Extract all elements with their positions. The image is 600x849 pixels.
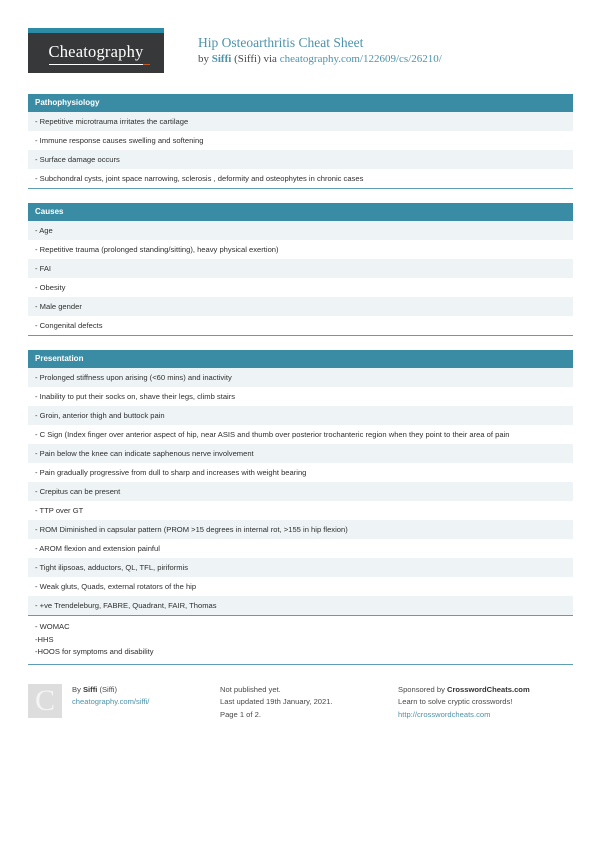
table-row: - Male gender bbox=[28, 297, 573, 316]
table-row: - Congenital defects bbox=[28, 316, 573, 335]
table-row: - Weak gluts, Quads, external rotators of the hip bbox=[28, 577, 573, 596]
byline-prefix: by bbox=[198, 53, 212, 65]
footer-sponsor-name[interactable]: CrosswordCheats.com bbox=[446, 684, 530, 694]
cheatography-logo[interactable] bbox=[28, 28, 164, 73]
byline-via: via bbox=[260, 53, 280, 65]
logo-text: Cheatography bbox=[49, 42, 144, 64]
table-row: - Prolonged stiffness upon arising (<60 mins) and inactivity bbox=[28, 368, 573, 387]
footer-sponsor-link[interactable]: http://crosswordcheats.com bbox=[398, 709, 491, 719]
section-causes bbox=[28, 203, 573, 336]
footer-sponsor-tagline: Learn to solve cryptic crosswords! bbox=[398, 697, 513, 706]
logo-box bbox=[28, 33, 164, 73]
section-pathophysiology bbox=[28, 94, 573, 189]
table-row-line: -HOOS for symptoms and disability bbox=[35, 647, 154, 656]
table-row: - Repetitive trauma (prolonged standing/sitting), heavy physical exertion) bbox=[28, 240, 573, 259]
footer-published-status: Not published yet. bbox=[220, 684, 281, 694]
footer-sponsor-line bbox=[398, 684, 573, 697]
section-title: Pathophysiology bbox=[28, 94, 573, 112]
table-row: - Surface damage occurs bbox=[28, 150, 573, 169]
table-row: - Pain gradually progressive from dull to sharp and increases with weight bearing bbox=[28, 463, 573, 482]
table-row-line: - WOMAC bbox=[35, 622, 70, 631]
footer-author-paren: (Siffi) bbox=[97, 684, 118, 694]
table-row: - Inability to put their socks on, shave their legs, climb stairs bbox=[28, 387, 573, 406]
footer-author-line bbox=[72, 684, 149, 697]
avatar: C bbox=[28, 684, 62, 718]
footer-author-meta bbox=[62, 684, 149, 722]
footer-sponsor-prefix: Sponsored by bbox=[398, 684, 447, 694]
section-table bbox=[28, 112, 573, 189]
section-title: Presentation bbox=[28, 350, 573, 368]
footer-page-number: Page 1 of 2. bbox=[220, 709, 261, 719]
byline-source-link[interactable]: cheatography.com/122609/cs/26210/ bbox=[279, 53, 442, 65]
footer-author-column bbox=[28, 684, 220, 722]
table-row bbox=[28, 616, 573, 664]
section-table-continued bbox=[28, 616, 573, 665]
table-row: - Obesity bbox=[28, 278, 573, 297]
section-table bbox=[28, 221, 573, 336]
table-row: - Pain below the knee can indicate saphenous nerve involvement bbox=[28, 444, 573, 463]
logo-underline-accent bbox=[57, 64, 67, 66]
table-row: - Crepitus can be present bbox=[28, 482, 573, 501]
table-row: - Groin, anterior thigh and buttock pain bbox=[28, 406, 573, 425]
logo-underline-accent bbox=[141, 64, 150, 66]
section-table bbox=[28, 368, 573, 616]
page-header bbox=[28, 28, 573, 80]
footer-author-name[interactable]: Siffi bbox=[82, 684, 98, 694]
byline bbox=[198, 52, 442, 67]
table-row: - Tight ilipsoas, adductors, QL, TFL, piriformis bbox=[28, 558, 573, 577]
section-title: Causes bbox=[28, 203, 573, 221]
footer-last-updated: Last updated 19th January, 2021. bbox=[220, 697, 333, 706]
logo-underline-accent bbox=[109, 64, 119, 66]
table-row: - Subchondral cysts, joint space narrowing, sclerosis , deformity and osteophytes in chronic cases bbox=[28, 169, 573, 188]
page-footer bbox=[28, 682, 573, 722]
logo-underline-accent bbox=[85, 64, 94, 66]
footer-author-url-line bbox=[72, 696, 149, 709]
footer-by-label: By bbox=[72, 684, 83, 694]
table-row: - ROM Diminished in capsular pattern (PROM >15 degrees in internal rot, >155 in hip flexion) bbox=[28, 520, 573, 539]
footer-sponsor-column bbox=[398, 684, 573, 722]
footer-publish-column bbox=[220, 684, 398, 722]
table-row-line: -HHS bbox=[35, 634, 54, 644]
byline-author[interactable]: Siffi bbox=[211, 53, 232, 65]
cheatsheet-body bbox=[28, 28, 573, 721]
title-block bbox=[164, 28, 442, 67]
table-row: - Repetitive microtrauma irritates the cartilage bbox=[28, 112, 573, 131]
page-title: Hip Osteoarthritis Cheat Sheet bbox=[198, 35, 364, 50]
section-presentation bbox=[28, 350, 573, 665]
footer-sponsor-url-line bbox=[398, 709, 573, 722]
footer-author-link[interactable]: cheatography.com/siffi/ bbox=[72, 697, 150, 706]
table-row: - +ve Trendeleburg, FABRE, Quadrant, FAIR, Thomas bbox=[28, 596, 573, 615]
byline-author-paren: (Siffi) bbox=[231, 53, 261, 65]
table-row: - TTP over GT bbox=[28, 501, 573, 520]
table-row: - Age bbox=[28, 221, 573, 240]
table-row: - FAI bbox=[28, 259, 573, 278]
table-row: - C Sign (Index finger over anterior aspect of hip, near ASIS and thumb over posterior trochanteric region when they point to their area of pain bbox=[28, 425, 573, 444]
table-row: - AROM flexion and extension painful bbox=[28, 539, 573, 558]
table-row: - Immune response causes swelling and softening bbox=[28, 131, 573, 150]
